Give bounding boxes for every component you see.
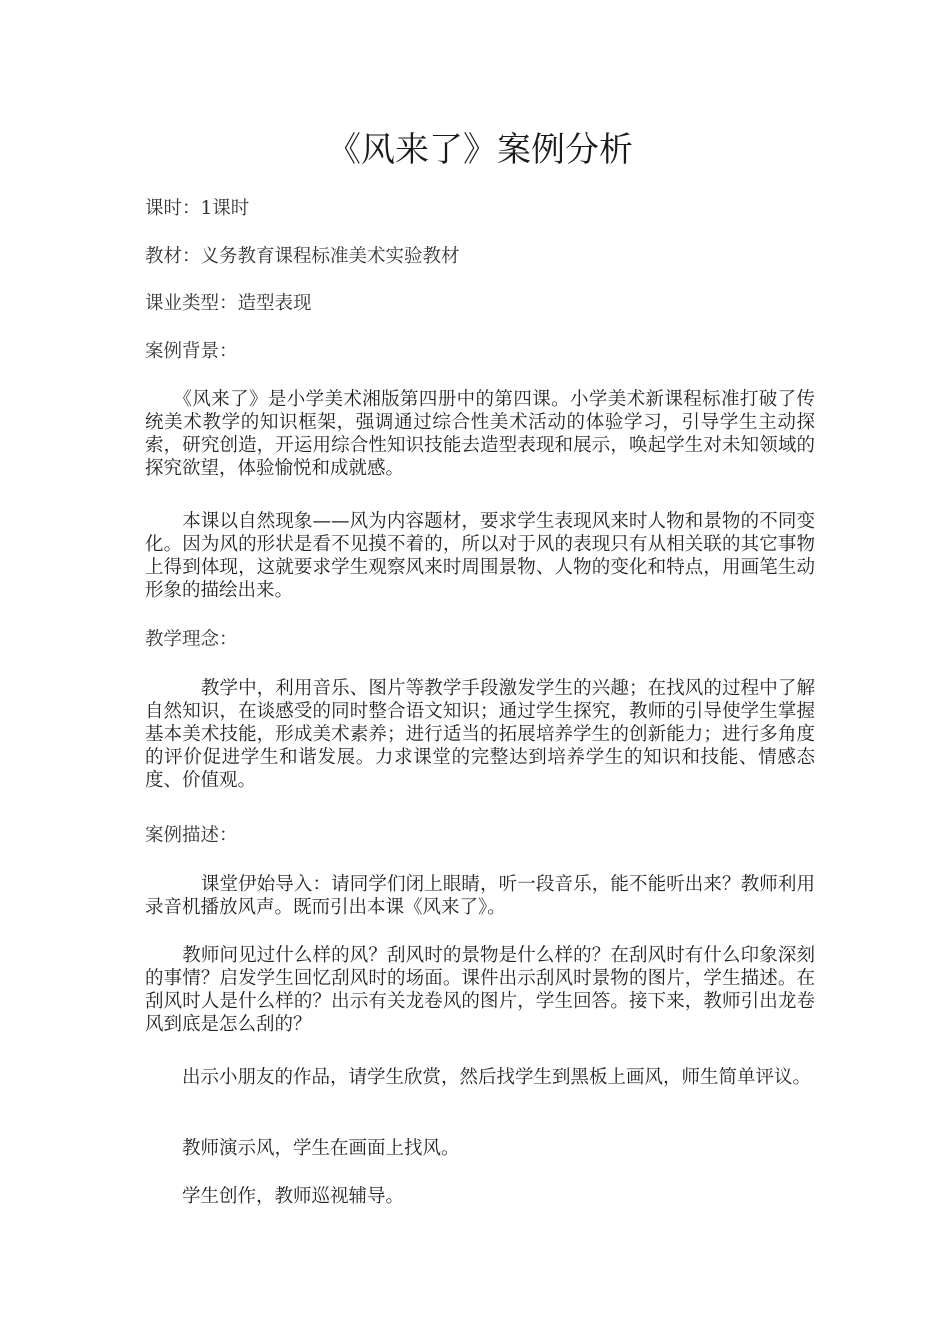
background-paragraph-1: 《风来了》是小学美术湘版第四册中的第四课。小学美术新课程标准打破了传统美术教学的知识框架，强调通过综合性美术活动的体验学习，引导学生主动探索，研究创造，开运用综合性知识技能去造型表现和展示，唤起学生对未知领域的探究欲望，体验愉悦和成就感。: [145, 389, 815, 479]
description-paragraph-3: 出示小朋友的作品，请学生欣赏，然后找学生到黑板上画风，师生简单评议。: [145, 1067, 812, 1088]
class-hours-line: 课时：1课时: [145, 198, 250, 219]
description-paragraph-5: 学生创作，教师巡视辅导。: [145, 1186, 405, 1207]
description-paragraph-2: 教师问见过什么样的风？刮风时的景物是什么样的？在刮风时有什么印象深刻的事情？启发学生回忆刮风时的场面。课件出示刮风时景物的图片，学生描述。在刮风时人是什么样的？出示有关龙卷风的图片，学生回答。接下来，教师引出龙卷风到底是怎么刮的？: [145, 945, 815, 1035]
philosophy-heading: 教学理念：: [145, 629, 238, 650]
background-heading: 案例背景：: [145, 341, 238, 362]
background-paragraph-2: 本课以自然现象——风为内容题材，要求学生表现风来时人物和景物的不同变化。因为风的形状是看不见摸不着的，所以对于风的表现只有从相关联的其它事物上得到体现，这就要求学生观察风来时周围景物、人物的变化和特点，用画笔生动形象的描绘出来。: [145, 511, 815, 601]
philosophy-paragraph-1: 教学中，利用音乐、图片等教学手段激发学生的兴趣；在找风的过程中了解自然知识，在谈感受的同时整合语文知识；通过学生探究，教师的引导使学生掌握基本美术技能，形成美术素养；进行适当的拓展培养学生的创新能力；进行多角度的评价促进学生和谐发展。力求课堂的完整达到培养学生的知识和技能、情感态度、价值观。: [145, 678, 815, 791]
lesson-type-line: 课业类型：造型表现: [145, 293, 312, 314]
textbook-line: 教材：义务教育课程标准美术实验教材: [145, 246, 460, 267]
description-heading: 案例描述：: [145, 825, 238, 846]
description-paragraph-1: 课堂伊始导入：请同学们闭上眼睛，听一段音乐，能不能听出来？教师利用录音机播放风声。既而引出本课《风来了》。: [145, 874, 815, 918]
document-title: 《风来了》案例分析: [327, 130, 633, 170]
description-paragraph-4: 教师演示风，学生在画面上找风。: [145, 1138, 460, 1159]
